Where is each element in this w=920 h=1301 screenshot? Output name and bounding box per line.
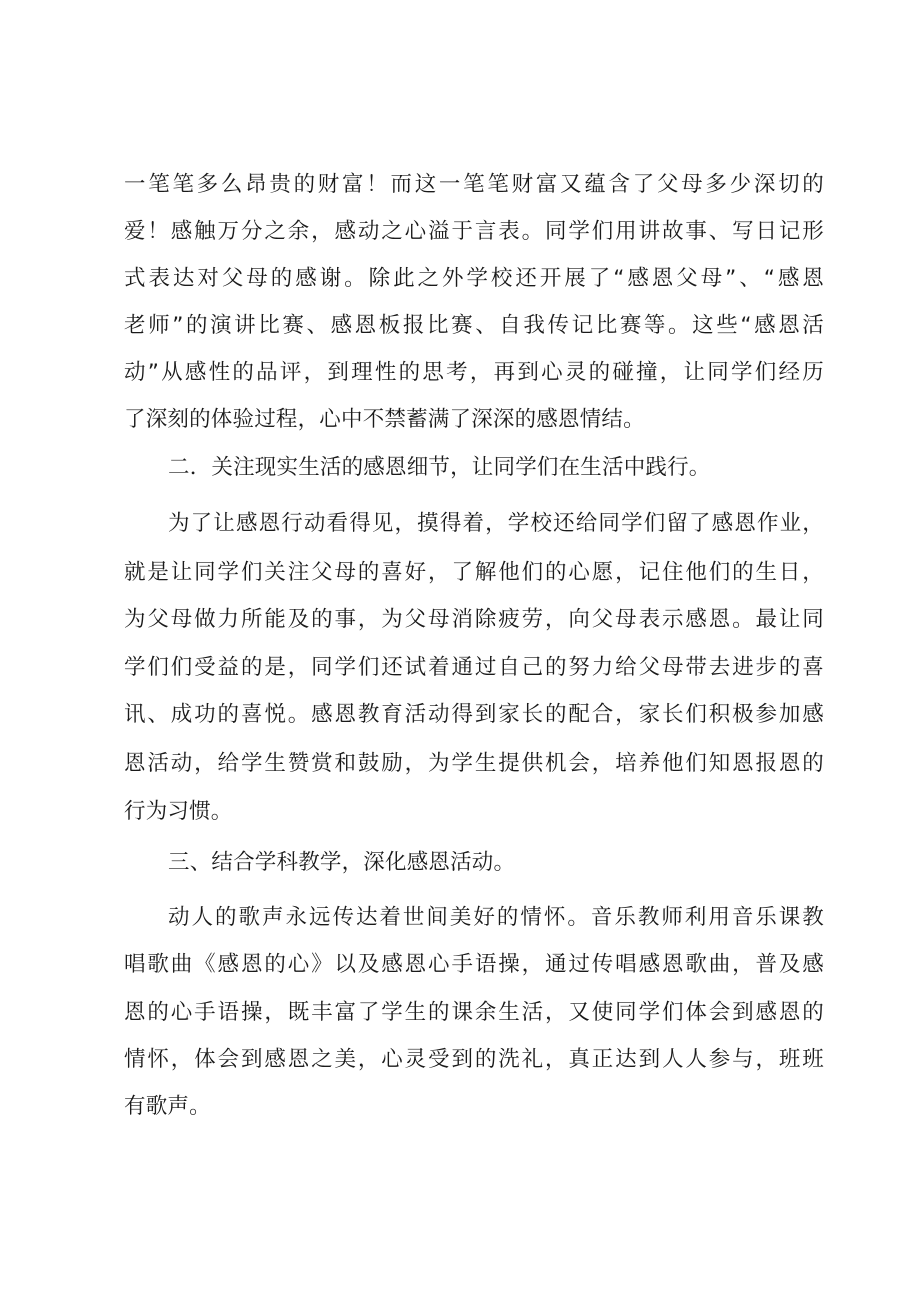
paragraph-1-line-2: 爱！感触万分之余，感动之心溢于言表。同学们用讲故事、写日记形 (124, 219, 824, 244)
paragraph-3-line-5: 有歌声。 (124, 1094, 211, 1119)
paragraph-3-line-1: 动人的歌声永远传达着世间美好的情怀。音乐教师利用音乐课教 (168, 905, 824, 930)
paragraph-1-line-5: 动”从感性的品评，到理性的思考，再到心灵的碰撞，让同学们经历 (124, 360, 824, 385)
paragraph-2-line-4: 学们们受益的是，同学们还试着通过自己的努力给父母带去进步的喜 (124, 655, 824, 680)
paragraph-2-line-6: 恩活动，给学生赞赏和鼓励，为学生提供机会，培养他们知恩报恩的 (124, 751, 824, 776)
paragraph-1-line-3: 式表达对父母的感谢。除此之外学校还开展了“感恩父母”、“感恩 (124, 266, 824, 291)
section-heading-2: 二．关注现实生活的感恩细节，让同学们在生活中践行。 (168, 455, 711, 480)
paragraph-1-line-6: 了深刻的体验过程，心中不禁蓄满了深深的感恩情结。 (124, 407, 645, 432)
paragraph-2-line-3: 为父母做力所能及的事，为父母消除疲劳，向父母表示感恩。最让同 (124, 607, 824, 632)
section-heading-3: 三、结合学科教学，深化感恩活动。 (168, 850, 516, 875)
paragraph-1-line-1: 一笔笔多么昂贵的财富！而这一笔笔财富又蕴含了父母多少深切的 (124, 172, 824, 197)
paragraph-3-line-3: 恩的心手语操，既丰富了学生的课余生活，又使同学们体会到感恩的 (124, 1000, 824, 1025)
paragraph-3-line-4: 情怀，体会到感恩之美，心灵受到的洗礼，真正达到人人参与，班班 (124, 1047, 824, 1072)
paragraph-2-line-2: 就是让同学们关注父母的喜好，了解他们的心愿，记住他们的生日， (124, 560, 824, 585)
paragraph-2-line-7: 行为习惯。 (124, 799, 233, 824)
paragraph-2-line-5: 讯、成功的喜悦。感恩教育活动得到家长的配合，家长们积极参加感 (124, 702, 824, 727)
paragraph-1-line-4: 老师”的演讲比赛、感恩板报比赛、自我传记比赛等。这些“感恩活 (124, 313, 824, 338)
paragraph-2-line-1: 为了让感恩行动看得见，摸得着，学校还给同学们留了感恩作业， (168, 511, 824, 536)
paragraph-3-line-2: 唱歌曲《感恩的心》以及感恩心手语操，通过传唱感恩歌曲，普及感 (124, 952, 824, 977)
